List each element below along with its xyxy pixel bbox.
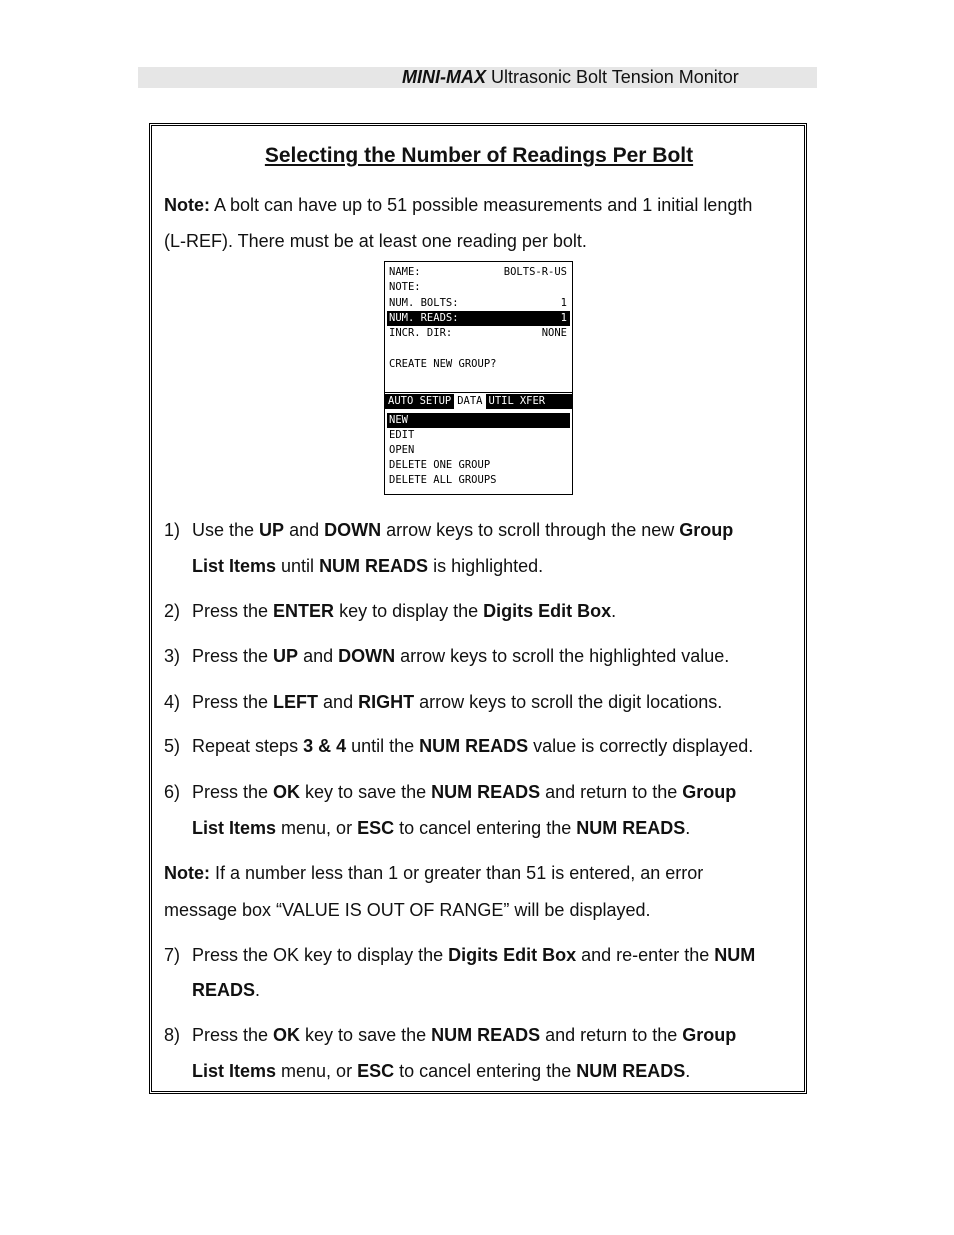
note2-line2: message box “VALUE IS OUT OF RANGE” will be displayed.: [164, 900, 651, 920]
device-row-num-bolts: NUM. BOLTS: 1: [389, 297, 567, 309]
device-row-create-group: CREATE NEW GROUP?: [389, 358, 497, 370]
device-menu-new: NEW: [387, 413, 570, 428]
device-tab-xfer: XFER: [519, 395, 546, 407]
note1-label: Note:: [164, 195, 210, 215]
device-tab-util: UTIL: [488, 395, 514, 407]
device-row-note: NOTE:: [389, 281, 421, 293]
note2-line1: Note: If a number less than 1 or greater than 51 is entered, an error: [164, 863, 704, 883]
device-menu-delete-one: DELETE ONE GROUP: [389, 459, 491, 471]
header-brand: MINI-MAX: [402, 67, 486, 87]
note1-line1: Note: A bolt can have up to 51 possible measurements and 1 initial length: [164, 195, 753, 215]
device-divider: [385, 392, 572, 393]
device-screen: [384, 261, 573, 495]
section-title: Selecting the Number of Readings Per Bolt: [264, 144, 694, 167]
device-tabs: [385, 394, 572, 409]
device-tab-data: DATA: [454, 394, 485, 409]
page-header: [402, 67, 739, 88]
device-menu-delete-all: DELETE ALL GROUPS: [389, 474, 497, 486]
header-subtitle: Ultrasonic Bolt Tension Monitor: [486, 67, 739, 87]
device-row-num-reads: NUM. READS: 1: [387, 311, 570, 326]
device-menu-edit: EDIT: [389, 429, 415, 441]
device-tab-auto-setup: AUTO SETUP: [388, 395, 452, 407]
device-row-incr-dir: INCR. DIR: NONE: [389, 327, 567, 339]
note2-label: Note:: [164, 863, 210, 883]
device-row-name: NAME: BOLTS-R-US: [389, 266, 567, 278]
note1-line2: (L-REF). There must be at least one reading per bolt.: [164, 231, 587, 251]
device-menu-open: OPEN: [389, 444, 415, 456]
